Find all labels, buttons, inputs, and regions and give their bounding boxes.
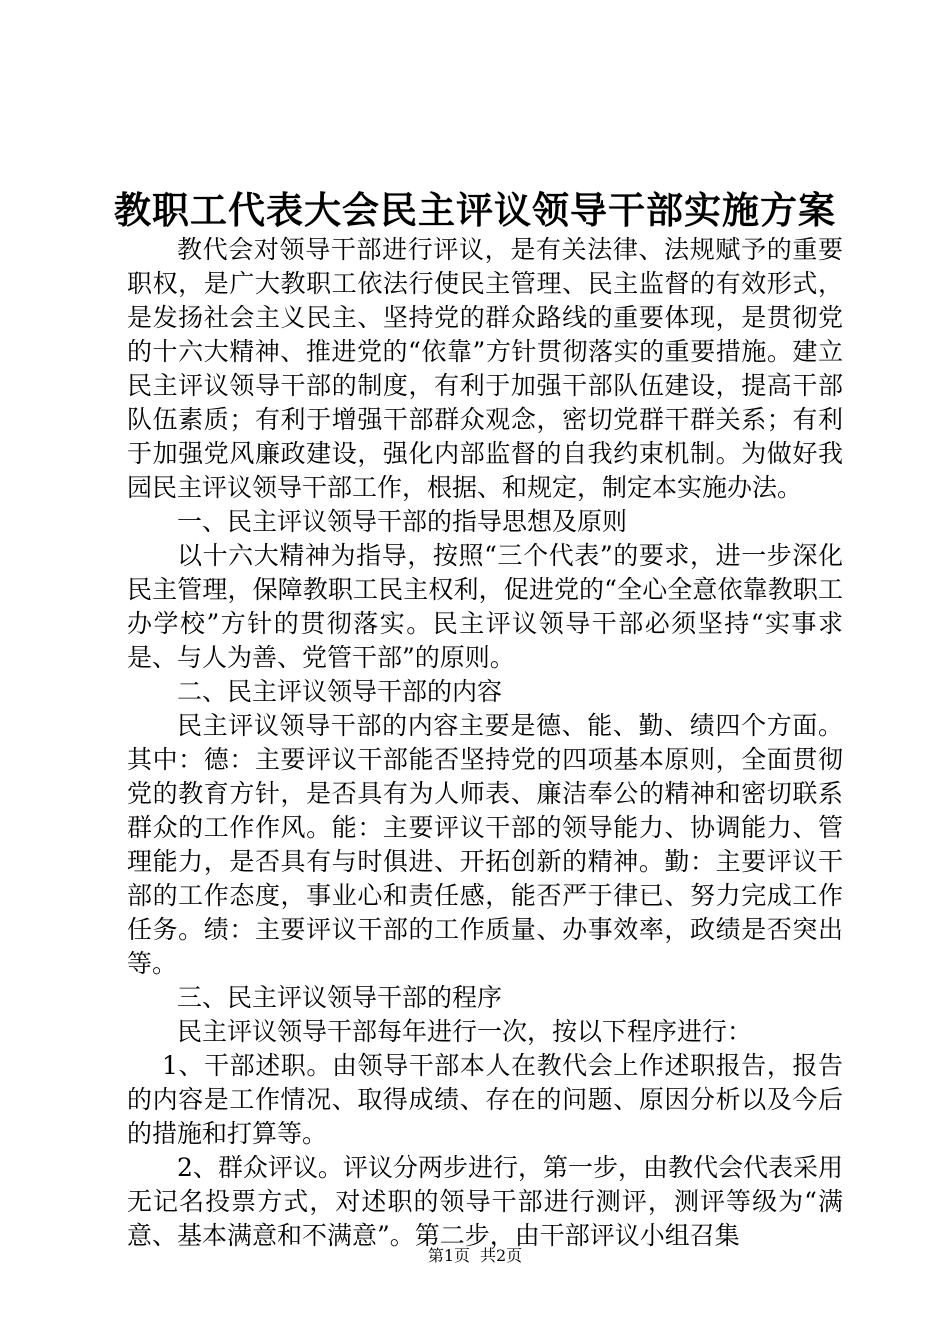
document-title: 教职工代表大会民主评议领导干部实施方案 — [114, 188, 836, 232]
section-heading-principles: 一、民主评议领导干部的指导思想及原则 — [177, 507, 628, 536]
procedure-step-1: 1、干部述职。由领导干部本人在教代会上作述职报告，报告的内容是工作情况、取得成绩、存在的问题、原因分析以及今后的措施和打算等。 — [127, 1051, 843, 1148]
content-paragraph: 民主评议领导干部的内容主要是德、能、勤、绩四个方面。其中：德：主要评议干部能否坚持党的四项基本原则，全面贯彻党的教育方针，是否具有为人师表、廉洁奉公的精神和密切联系群众的工作作风。能：主要评议干部的领导能力、协调能力、管理能力，是否具有与时俱进、开拓创新的精神。勤：主要评议干部的工作态度，事业心和责任感，能否严于律已、努力完成工作任务。绩：主要评议干部的工作质量、办事效率，政绩是否突出等。 — [127, 711, 843, 978]
page-number-total: 共2页 — [480, 1246, 523, 1265]
procedure-step-2: 2、群众评议。评议分两步进行，第一步，由教代会代表采用无记名投票方式，对述职的领导干部进行测评，测评等级为“满意、基本满意和不满意”。第二步，由干部评议小组召集 — [127, 1153, 843, 1250]
page-footer — [0, 1245, 950, 1267]
principles-paragraph: 以十六大精神为指导，按照“三个代表”的要求，进一步深化民主管理，保障教职工民主权利，促进党的“全心全意依靠教职工办学校”方针的贯彻落实。民主评议领导干部必须坚持“实事求是、与人为善、党管干部”的原则。 — [127, 541, 843, 672]
section-heading-content: 二、民主评议领导干部的内容 — [177, 677, 503, 706]
document-body — [127, 233, 843, 1253]
procedure-intro-paragraph: 民主评议领导干部每年进行一次，按以下程序进行： — [177, 1017, 753, 1046]
page-number-current: 第1页 — [427, 1246, 470, 1265]
intro-paragraph: 教代会对领导干部进行评议，是有关法律、法规赋予的重要职权，是广大教职工依法行使民主管理、民主监督的有效形式，是发扬社会主义民主、坚持党的群众路线的重要体现，是贯彻党的十六大精神、推进党的“依靠”方针贯彻落实的重要措施。建立民主评议领导干部的制度，有利于加强干部队伍建设，提高干部队伍素质；有利于增强干部群众观念，密切党群干群关系；有利于加强党风廉政建设，强化内部监督的自我约束机制。为做好我园民主评议领导干部工作，根据、和规定，制定本实施办法。 — [127, 235, 843, 502]
section-heading-procedure: 三、民主评议领导干部的程序 — [177, 983, 503, 1012]
